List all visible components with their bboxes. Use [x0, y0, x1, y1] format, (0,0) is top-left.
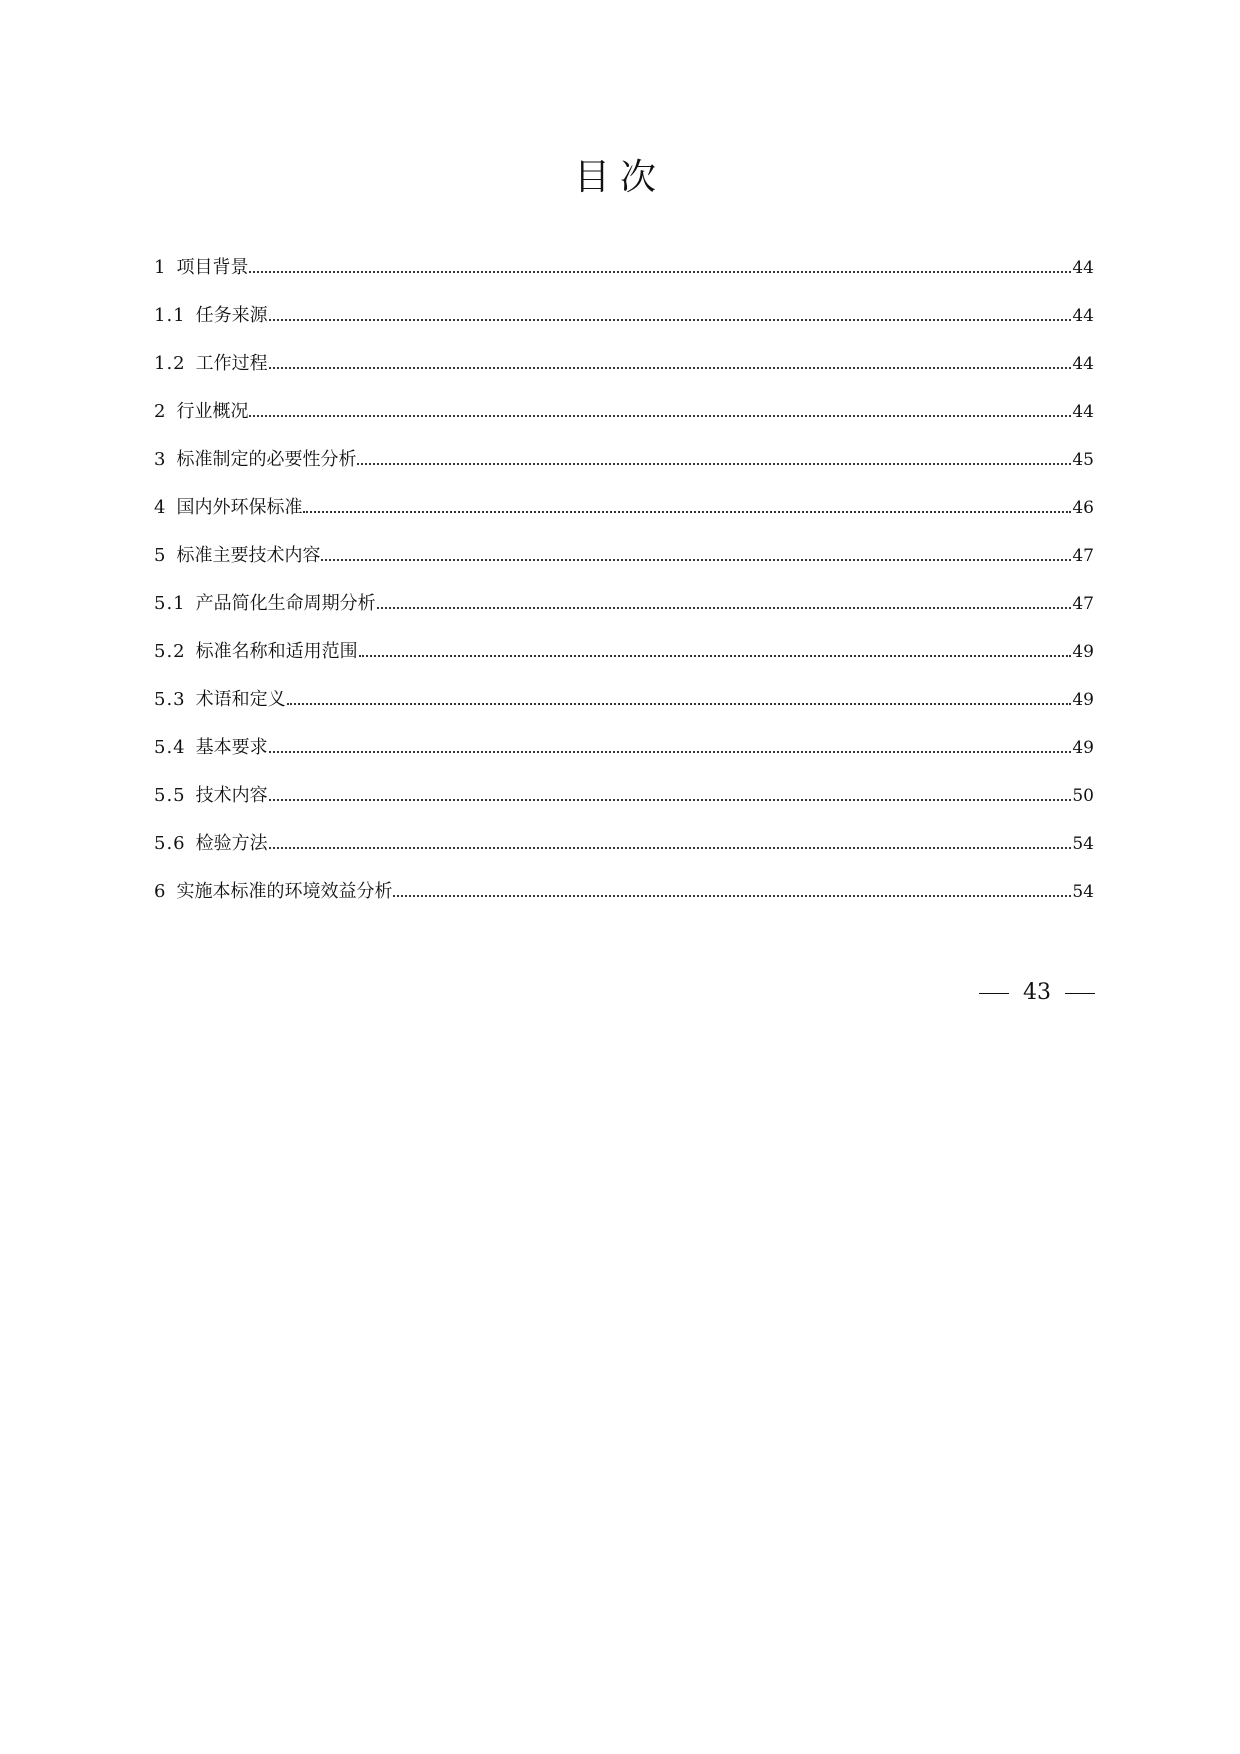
- toc-entry[interactable]: [154, 400, 1094, 448]
- toc-entry-number: 5.2: [154, 641, 186, 662]
- toc-entry-title: 标准名称和适用范围: [195, 641, 358, 662]
- toc-entry-title: 项目背景: [176, 257, 249, 278]
- toc-entry-page: 49: [1072, 690, 1094, 710]
- toc-entry-number: 6: [154, 881, 167, 902]
- toc-entry[interactable]: [154, 304, 1094, 352]
- toc-entry-title: 工作过程: [195, 353, 268, 374]
- toc-entry-page: 54: [1072, 882, 1094, 902]
- toc-dot-leader: [269, 750, 1072, 753]
- toc-entry-page: 44: [1072, 258, 1094, 278]
- toc-entry-number: 3: [154, 449, 167, 470]
- toc-entry-title: 标准主要技术内容: [176, 545, 321, 566]
- page-title: 目次: [573, 157, 666, 198]
- toc-entry[interactable]: [154, 544, 1094, 592]
- toc-entry-title: 产品简化生命周期分析: [195, 593, 376, 614]
- toc-entry-page: 47: [1072, 594, 1094, 614]
- toc-dot-leader: [321, 558, 1071, 561]
- toc-entry[interactable]: [154, 496, 1094, 544]
- toc-dot-leader: [357, 462, 1071, 465]
- table-of-contents: [154, 256, 1094, 928]
- toc-entry-title: 任务来源: [195, 305, 268, 326]
- toc-entry-page: 44: [1072, 306, 1094, 326]
- toc-dot-leader: [359, 654, 1072, 657]
- toc-entry-number: 4: [154, 497, 167, 518]
- toc-entry-title: 标准制定的必要性分析: [176, 449, 357, 470]
- toc-entry[interactable]: [154, 688, 1094, 736]
- toc-entry-page: 47: [1072, 546, 1094, 566]
- toc-entry[interactable]: [154, 736, 1094, 784]
- toc-entry-page: 45: [1072, 450, 1094, 470]
- toc-entry-title: 术语和定义: [195, 689, 286, 710]
- toc-dot-leader: [249, 270, 1071, 273]
- page-number: 43: [1023, 980, 1051, 1005]
- toc-dot-leader: [393, 894, 1071, 897]
- toc-entry-number: 1.2: [154, 353, 186, 374]
- toc-entry[interactable]: [154, 352, 1094, 400]
- toc-entry[interactable]: [154, 256, 1094, 304]
- toc-dot-leader: [249, 414, 1071, 417]
- toc-entry-number: 1: [154, 257, 167, 278]
- toc-dot-leader: [269, 798, 1072, 801]
- toc-entry-number: 1.1: [154, 305, 186, 326]
- toc-entry[interactable]: [154, 592, 1094, 640]
- toc-dot-leader: [303, 510, 1071, 513]
- toc-entry-number: 5.6: [154, 833, 186, 854]
- toc-entry-page: 46: [1072, 498, 1094, 518]
- toc-dot-leader: [269, 846, 1072, 849]
- page-footer: [979, 978, 1095, 1008]
- toc-entry-number: 5.3: [154, 689, 186, 710]
- toc-entry[interactable]: [154, 832, 1094, 880]
- toc-entry-page: 49: [1072, 738, 1094, 758]
- toc-entry-page: 54: [1072, 834, 1094, 854]
- toc-dot-leader: [287, 702, 1072, 705]
- toc-entry[interactable]: [154, 448, 1094, 496]
- toc-entry-title: 实施本标准的环境效益分析: [176, 881, 393, 902]
- toc-entry-number: 5.4: [154, 737, 186, 758]
- toc-entry-page: 50: [1072, 786, 1094, 806]
- toc-dot-leader: [269, 366, 1072, 369]
- toc-entry-title: 国内外环保标准: [176, 497, 303, 518]
- toc-entry[interactable]: [154, 784, 1094, 832]
- toc-entry-page: 44: [1072, 402, 1094, 422]
- toc-entry-title: 基本要求: [195, 737, 268, 758]
- toc-entry-page: 44: [1072, 354, 1094, 374]
- toc-entry[interactable]: [154, 640, 1094, 688]
- toc-entry-number: 5.1: [154, 593, 186, 614]
- footer-dash-right: [1065, 993, 1095, 994]
- toc-entry-page: 49: [1072, 642, 1094, 662]
- toc-dot-leader: [269, 318, 1072, 321]
- footer-dash-left: [979, 993, 1009, 994]
- toc-entry-title: 技术内容: [195, 785, 268, 806]
- toc-entry-number: 5.5: [154, 785, 186, 806]
- toc-entry-number: 5: [154, 545, 167, 566]
- toc-entry-title: 行业概况: [176, 401, 249, 422]
- toc-entry-number: 2: [154, 401, 167, 422]
- toc-dot-leader: [377, 606, 1072, 609]
- toc-entry[interactable]: [154, 880, 1094, 928]
- toc-entry-title: 检验方法: [195, 833, 268, 854]
